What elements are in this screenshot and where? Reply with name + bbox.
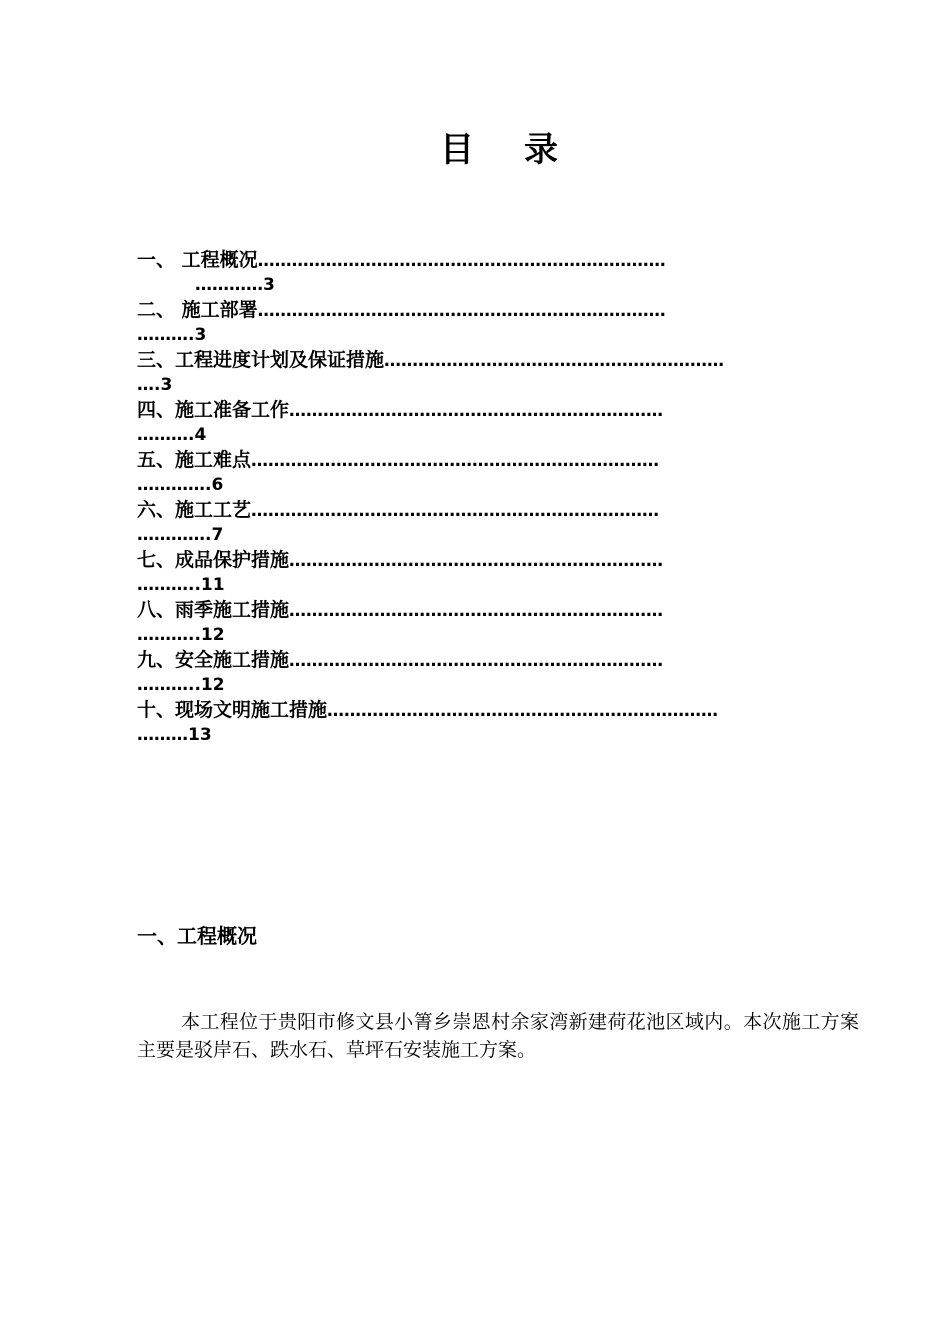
toc-dot-leader: ………………………………………………………… <box>289 551 664 571</box>
toc-entry-7[interactable] <box>137 548 859 598</box>
toc-page-number: 6 <box>211 475 224 495</box>
toc-dot-leader: ………… <box>195 275 263 295</box>
toc-entry-3[interactable] <box>137 348 859 398</box>
toc-title-right: 录 <box>524 130 560 170</box>
toc-dot-leader: ………………………………………………………… <box>289 401 664 421</box>
toc-entry-label: 一、 工程概况 <box>137 249 258 271</box>
toc-entry-label: 八、雨季施工措施 <box>137 599 290 621</box>
toc-entry-label: 十、现场文明施工措施 <box>137 699 328 721</box>
toc-dot-leader: …. <box>137 375 161 395</box>
toc-page-number: 3 <box>263 275 275 295</box>
toc-dot-leader: ……….. <box>137 675 201 695</box>
toc-dot-leader: ……….. <box>137 575 201 595</box>
toc-dot-leader: ……………………………………………………………… <box>251 501 660 521</box>
toc-dot-leader: ………………………………………………………… <box>289 651 664 671</box>
body-paragraph: 本工程位于贵阳市修文县小箐乡崇恩村余家湾新建荷花池区域内。本次施工方案主要是驳岸石、跌水石、草坪石安装施工方案。 <box>137 1011 859 1061</box>
toc-entry-1[interactable] <box>137 248 859 298</box>
toc-dot-leader: ……………………………………………………………… <box>257 301 666 321</box>
toc-dot-leader: ……………………………………………………………… <box>251 451 660 471</box>
toc-entry-label: 七、成品保护措施 <box>137 549 290 571</box>
toc-entry-6[interactable] <box>137 498 859 548</box>
toc-dot-leader: …………. <box>137 525 212 545</box>
toc-dot-leader: ………. <box>137 325 195 345</box>
toc-dot-leader: …………………………………………………… <box>384 351 725 371</box>
toc-page-number: 13 <box>188 725 212 745</box>
toc-page-number: 4 <box>194 425 207 445</box>
toc-dot-leader: …………………………………………………………… <box>327 701 719 721</box>
toc-entry-9[interactable] <box>137 648 859 698</box>
toc-entry-5[interactable] <box>137 448 859 498</box>
toc-dot-leader: ……………………………………………………………… <box>257 251 666 271</box>
toc-entry-4[interactable] <box>137 398 859 448</box>
toc-entry-10[interactable] <box>137 698 859 748</box>
toc-entry-label: 九、安全施工措施 <box>137 649 290 671</box>
toc-entry-label: 五、施工难点 <box>137 449 252 471</box>
toc-dot-leader: ……… <box>137 725 188 745</box>
toc-page-number: 3 <box>160 375 173 395</box>
toc-entry-label: 三、工程进度计划及保证措施 <box>137 349 385 371</box>
toc-dot-leader: ………. <box>137 425 195 445</box>
toc-entry-label: 四、施工准备工作 <box>137 399 290 421</box>
section-heading: 一、工程概况 <box>137 924 257 948</box>
table-of-contents <box>137 248 859 748</box>
toc-entry-label: 二、 施工部署 <box>137 299 258 321</box>
toc-page-number: 7 <box>211 525 224 545</box>
toc-dot-leader: …………. <box>137 475 212 495</box>
toc-entry-label: 六、施工工艺 <box>137 499 252 521</box>
toc-page-number: 12 <box>200 625 225 645</box>
toc-page-number: 11 <box>200 575 225 595</box>
toc-page-number: 12 <box>200 675 225 695</box>
toc-page-number: 3 <box>194 325 207 345</box>
toc-title-left: 目 <box>440 130 476 170</box>
toc-dot-leader: ……….. <box>137 625 201 645</box>
toc-entry-2[interactable] <box>137 298 859 348</box>
toc-title <box>0 128 950 172</box>
toc-dot-leader: ………………………………………………………… <box>289 601 664 621</box>
toc-entry-8[interactable] <box>137 598 859 648</box>
